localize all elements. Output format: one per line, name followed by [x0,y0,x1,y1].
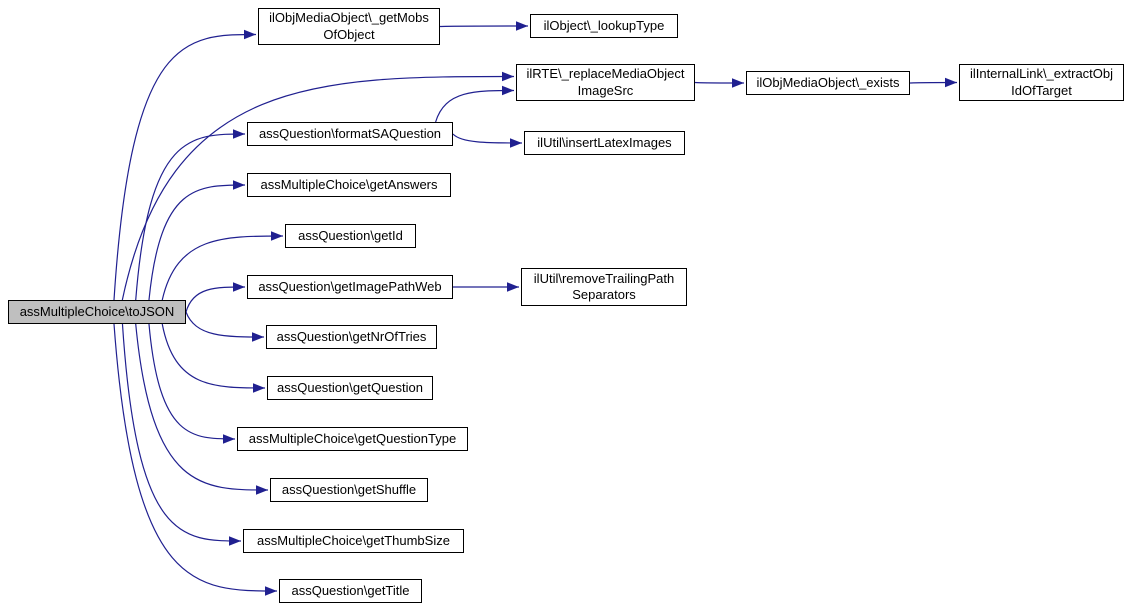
node-getId[interactable] [285,224,416,248]
node-label-line: Separators [572,287,636,302]
call-edge-formatSAQuestion-to-replaceMediaObjectImageSrc [436,91,514,123]
call-edge-formatSAQuestion-to-insertLatexImages [453,134,522,143]
node-getQuestion[interactable] [267,376,433,400]
call-edge-toJSON-to-getThumbSize [122,324,241,541]
node-label-line: ilObject\_lookupType [543,17,665,33]
call-edge-toJSON-to-getNrOfTries [186,312,264,337]
node-label-line: assQuestion\formatSAQuestion [258,125,442,141]
node-replaceMediaObjectImageSrc[interactable] [516,64,695,101]
node-label-line: OfObject [323,26,375,42]
node-label-line: ImageSrc [577,82,634,98]
node-label-line: assMultipleChoice\getAnswers [260,176,438,192]
node-toJSON [8,300,186,324]
node-formatSAQuestion[interactable] [247,122,453,146]
node-lookupType[interactable] [530,14,678,38]
call-edge-toJSON-to-getImagePathWeb [186,287,245,312]
node-getShuffle[interactable] [270,478,428,502]
node-label-line: ilObjMediaObject\_exists [756,74,900,90]
call-edge-getMobsOfObject-to-lookupType [440,26,528,27]
node-insertLatexImages[interactable] [524,131,685,155]
node-label-line: assQuestion\getTitle [291,582,410,598]
node-label-line: ilRTE\_replaceMediaObject [526,66,685,82]
call-edge-toJSON-to-getShuffle [136,324,268,490]
node-label-line: assMultipleChoice\getThumbSize [257,532,450,548]
call-edge-toJSON-to-getMobsOfObject [114,35,256,301]
node-removeTrailingPathSeparators[interactable] [521,268,687,306]
call-edge-replaceMediaObjectImageSrc-to-exists [695,83,744,84]
node-label-line: assQuestion\getId [298,227,403,243]
node-label-line: ilObjMediaObject\_getMobs [269,10,429,26]
call-edge-toJSON-to-getQuestionType [149,324,235,439]
node-getThumbSize[interactable] [243,529,464,553]
node-getTitle[interactable] [279,579,422,603]
node-label-line: assQuestion\getImagePathWeb [258,278,442,294]
node-label-line: IdOfTarget [1011,82,1072,98]
node-label-line: assQuestion\getNrOfTries [276,328,427,344]
node-getMobsOfObject[interactable] [258,8,440,45]
node-label-line: assMultipleChoice\getQuestionType [248,430,457,446]
node-label-line: assQuestion\getShuffle [281,481,417,497]
call-edge-exists-to-extractObjIdOfTarget [910,83,957,84]
node-getQuestionType[interactable] [237,427,468,451]
node-label-line: ilUtil\removeTrailingPath [533,270,675,286]
call-edge-toJSON-to-getAnswers [149,185,245,300]
node-extractObjIdOfTarget[interactable] [959,64,1124,101]
node-getImagePathWeb[interactable] [247,275,453,299]
node-label-line: ilInternalLink\_extractObj [969,66,1114,82]
node-label-line: ilUtil\insertLatexImages [537,134,672,150]
node-label-line: assMultipleChoice\toJSON [19,303,175,319]
node-exists[interactable] [746,71,910,95]
node-getNrOfTries[interactable] [266,325,437,349]
node-getAnswers[interactable] [247,173,451,197]
node-label-line: assQuestion\getQuestion [277,379,423,395]
